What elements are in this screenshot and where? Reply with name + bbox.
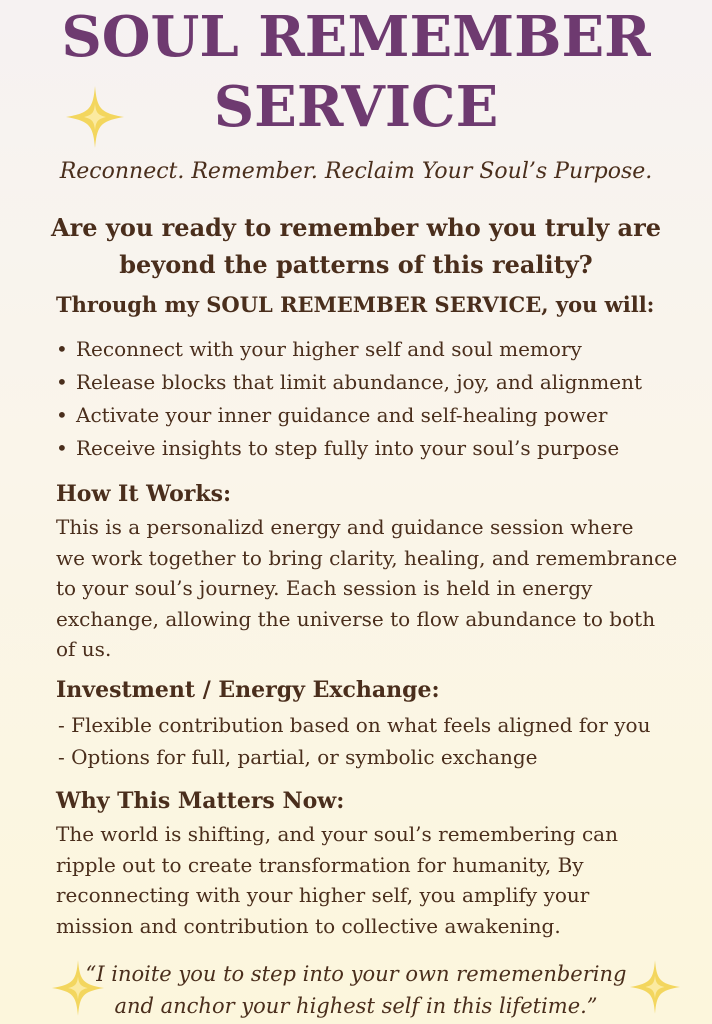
- bullet: •: [56, 403, 68, 427]
- why-now-heading: Why This Matters Now:: [56, 788, 345, 814]
- why-now-text: [56, 819, 696, 941]
- how-it-works-text: [56, 512, 696, 665]
- investment-list: [58, 709, 650, 773]
- paragraph-line: This is a personalizd energy and guidance session where: [56, 515, 634, 539]
- question-line-2: beyond the patterns of this reality?: [119, 250, 593, 279]
- service-intro: Through my SOUL REMEMBER SERVICE, you will:: [56, 292, 655, 317]
- list-item: - Options for full, partial, or symbolic exchange: [58, 745, 538, 769]
- paragraph-line: The world is shifting, and your soul’s remembering can: [56, 822, 618, 846]
- benefits-list: [56, 333, 642, 465]
- tagline: Reconnect. Remember. Reclaim Your Soul’s Purpose.: [59, 159, 653, 184]
- quote-line-2: and anchor your highest self in this lifetime.”: [114, 994, 598, 1018]
- benefit-text: Receive insights to step fully into your soul’s purpose: [76, 436, 620, 460]
- list-item: [56, 366, 642, 399]
- paragraph-line: reconnecting with your higher self, you amplify your: [56, 883, 590, 907]
- benefit-text: Reconnect with your higher self and soul memory: [76, 337, 582, 361]
- paragraph-line: of us.: [56, 637, 112, 661]
- question-line-1: Are you ready to remember who you truly are: [51, 213, 661, 242]
- title-line-2: SERVICE: [213, 74, 499, 140]
- investment-heading: Investment / Energy Exchange:: [56, 677, 440, 703]
- bullet: •: [56, 436, 68, 460]
- benefit-text: Activate your inner guidance and self-healing power: [76, 403, 608, 427]
- paragraph-line: we work together to bring clarity, healing, and remembrance: [56, 545, 678, 570]
- list-item: [56, 432, 642, 465]
- closing-quote: [0, 958, 712, 1022]
- paragraph-line: exchange, allowing the universe to flow abundance to both: [56, 606, 656, 631]
- paragraph-line: to your soul’s journey. Each session is held in energy: [56, 576, 593, 600]
- list-item: [56, 333, 642, 366]
- list-item: - Flexible contribution based on what feels aligned for you: [58, 713, 651, 737]
- benefit-text: Release blocks that limit abundance, joy, and alignment: [76, 370, 643, 394]
- how-it-works-heading: How It Works:: [56, 481, 232, 507]
- paragraph-line: ripple out to create transformation for humanity, By: [56, 852, 584, 877]
- headline-question: [0, 209, 712, 283]
- bullet: •: [56, 370, 68, 394]
- sparkle-star-icon: [66, 86, 124, 148]
- paragraph-line: mission and contribution to collective awakening.: [56, 913, 561, 938]
- list-item: [56, 399, 642, 432]
- bullet: •: [56, 337, 68, 361]
- title-line-1: SOUL REMEMBER: [61, 4, 651, 70]
- quote-line-1: “I inoite you to step into your own rememenbering: [85, 962, 627, 986]
